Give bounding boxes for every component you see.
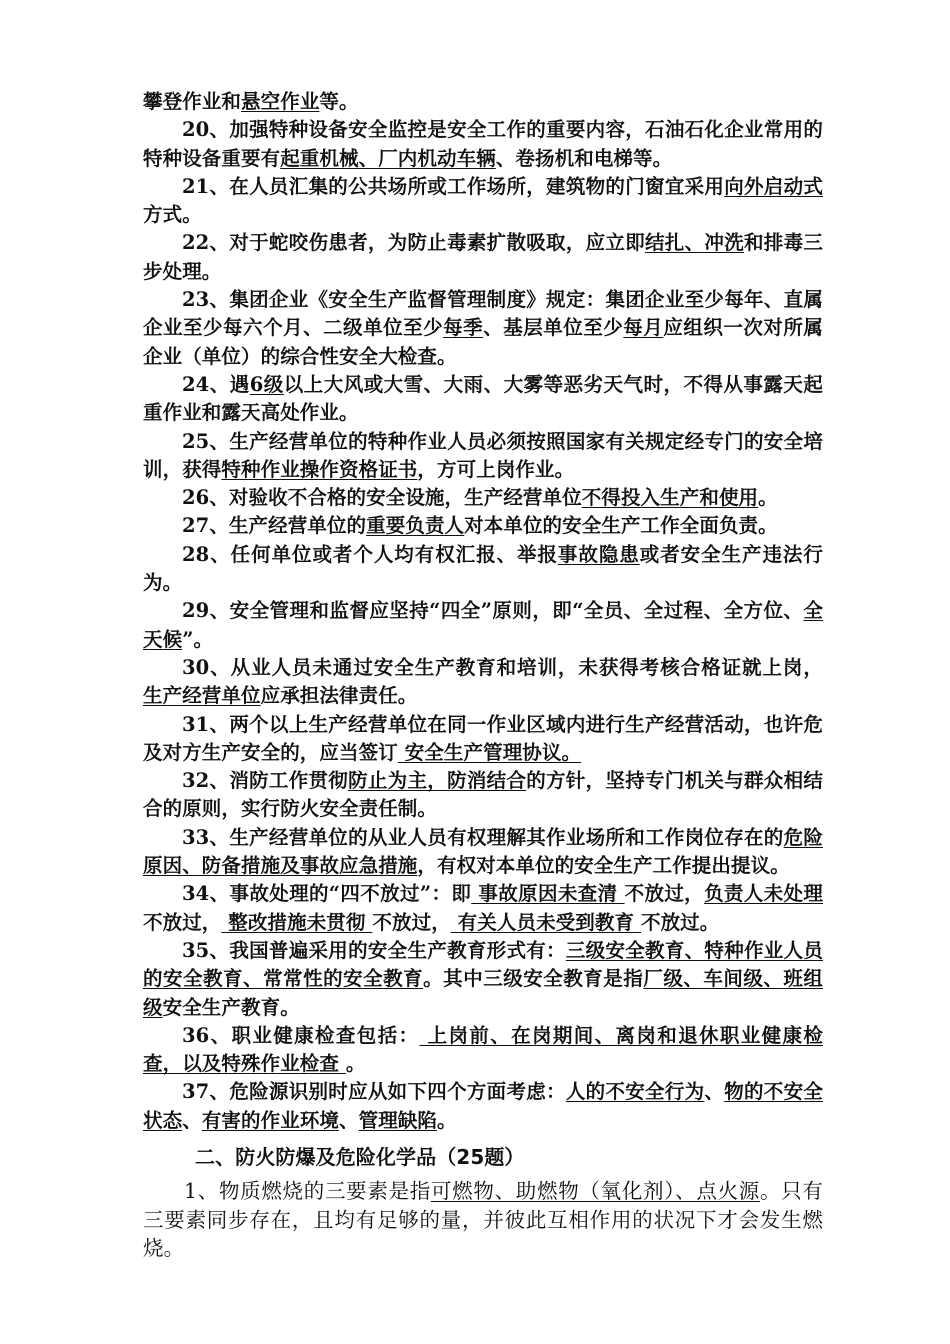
question-text: ”。 (182, 627, 214, 651)
question-text: 31、两个以上生产经营单位在同一作业区域内进行生产经营活动，也许危及对方生产安全的，应当签订 (143, 712, 823, 764)
answer-blank: 危险原因、防备措施及事故应急措施 (143, 825, 823, 878)
answer-blank: 人的不安全行为 (565, 1080, 705, 1104)
question-text: 37、危险源识别时应从如下四个方面考虑： (182, 1080, 566, 1104)
answer-blank: 整改措施未贯彻 (221, 910, 373, 934)
question-text: 35、我国普遍采用的安全生产教育形式有： (182, 938, 566, 962)
question-text: 、卷扬机和电梯等。 (495, 146, 673, 170)
question-item (143, 1078, 823, 1135)
question-item (143, 824, 823, 881)
answer-blank: 每季 (443, 316, 484, 340)
answer-blank: 上岗前、在岗期间、离岗和退休职业健康检查，以及特殊作业检查 (143, 1023, 823, 1076)
question-text: 应组织一次对所属企业（单位）的综合性安全大检查。 (143, 316, 823, 368)
question-text: 或者安全生产违法行为。 (143, 542, 823, 595)
question-text: 。 (758, 486, 778, 510)
question-text: 、 (182, 1108, 202, 1132)
question-item (143, 937, 823, 1022)
question-text: 对本单位的安全生产工作全面负责。 (464, 514, 778, 538)
question-text: 。其中三级安全教育是指 (423, 967, 644, 991)
answer-blank: 特种作业操作资格证书 (221, 457, 418, 481)
question-text: 32、消防工作贯彻 (182, 769, 349, 793)
answer-blank: 生产经营单位 (143, 684, 261, 708)
section-1-items (143, 88, 823, 1135)
answer-blank: 悬空作业 (241, 90, 320, 113)
question-text: 不放过， (143, 910, 222, 934)
question-item (143, 1177, 823, 1263)
question-text: ，方可上岗作业。 (417, 457, 575, 481)
answer-blank: 厂级、车间级、班组级 (143, 967, 824, 1019)
question-item (143, 711, 823, 768)
answer-blank: 负责人未处理 (704, 882, 824, 906)
question-text: 23、集团企业《安全生产监督管理制度》规定：集团企业至少每年、直属企业至少每六个月、二级单位至少 (143, 288, 823, 340)
question-text: 以上大风或大雪、大雨、大雾等恶劣天气时，不得从事露天起重作业和露天高处作业。 (143, 372, 823, 425)
question-text: 应承担法律责任。 (260, 684, 418, 708)
question-text: 25、生产经营单位的特种作业人员必须按照国家有关规定经专门的安全培训，获得 (143, 429, 823, 481)
question-text: 。只有三要素同步存在，且均有足够的量，并彼此互相作用的状况下才会发生燃烧。 (143, 1179, 823, 1261)
question-text: 攀登作业和 (143, 90, 242, 113)
answer-blank: 不得投入生产和使用 (581, 486, 759, 510)
question-text: 的方针，坚持专门机关与群众相结合的原则，实行防火安全责任制。 (143, 769, 823, 821)
question-item (143, 767, 823, 824)
question-text: 不放过。 (640, 910, 720, 934)
section-2-heading: 二、防火防爆及危险化学品（25题） (195, 1144, 525, 1169)
question-item (143, 116, 823, 173)
question-text: 30、从业人员未通过安全生产教育和培训，未获得考核合格证就上岗， (182, 655, 823, 679)
answer-blank: 重要负责人 (366, 514, 465, 538)
question-item (143, 597, 823, 654)
question-text: 、基层单位至少 (483, 316, 624, 340)
question-text: 26、对验收不合格的安全设施，生产经营单位 (182, 486, 582, 510)
question-item (143, 286, 823, 371)
question-text: ，有权对本单位的安全生产工作提出提议。 (417, 854, 790, 878)
question-text: 等。 (319, 90, 359, 113)
answer-blank: 起重机械、厂内机动车辆 (280, 146, 496, 170)
question-item (143, 654, 823, 711)
question-item (143, 484, 823, 512)
question-item (143, 1022, 823, 1079)
document-page (143, 88, 823, 1263)
question-text: 不放过， (624, 882, 705, 906)
question-text: 24、遇 (182, 372, 250, 396)
question-text: 34、事故处理的“四不放过”：即 (182, 882, 472, 906)
question-text: 33、生产经营单位的从业人员有权理解其作业场所和工作岗位存在的 (182, 825, 784, 849)
question-text: 和排毒三步处理。 (143, 231, 823, 283)
question-text: 、 (339, 1108, 359, 1132)
question-item (143, 880, 823, 937)
answer-blank: 每月 (623, 316, 664, 340)
question-text: 21、在人员汇集的公共场所或工作场所，建筑物的门窗宜采用 (182, 174, 725, 198)
question-text: 。 (437, 1108, 457, 1132)
answer-blank: 防止为主，防消结合 (348, 769, 527, 793)
answer-blank: 有害的作业环境 (201, 1108, 340, 1132)
question-text: 安全生产教育。 (162, 995, 300, 1019)
question-text: 、 (704, 1080, 725, 1104)
answer-blank: 结扎、冲洗 (645, 231, 744, 255)
question-text: 29、安全管理和监督应坚持“四全”原则，即“全员、全过程、全方位、 (182, 599, 804, 623)
question-text: 27、生产经营单位的 (182, 514, 367, 538)
question-text: 不放过， (372, 910, 451, 934)
answer-blank: 三级安全教育、特种作业人员的安全教育、常常性的安全教育 (143, 938, 823, 991)
question-text: 。 (345, 1052, 366, 1076)
question-item (143, 428, 823, 485)
answer-blank: 6级 (249, 372, 284, 396)
answer-blank: 可燃物、助燃物（氧化剂）、点火源 (430, 1179, 760, 1204)
question-item (143, 88, 823, 116)
section-2-items (143, 1177, 823, 1263)
answer-blank: 安全生产管理协议。 (397, 740, 582, 764)
question-text: 20、加强特种设备安全监控是安全工作的重要内容，石油石化企业常用的特种设备重要有 (143, 118, 823, 170)
question-item (143, 541, 823, 598)
answer-blank: 事故原因未查清 (471, 882, 625, 906)
answer-blank: 事故隐患 (557, 542, 640, 566)
answer-blank: 物的不安全状态 (143, 1080, 823, 1132)
answer-blank: 向外启动式 (724, 174, 823, 198)
question-item (143, 173, 823, 230)
question-text: 36、职业健康检查包括： (182, 1023, 420, 1047)
question-item (143, 371, 823, 428)
answer-blank: 全天候 (143, 599, 823, 651)
answer-blank: 管理缺陷 (358, 1108, 438, 1132)
question-text: 1、物质燃烧的三要素是指 (184, 1179, 431, 1204)
question-item (143, 229, 823, 286)
answer-blank: 有关人员未受到教育 (450, 910, 641, 934)
question-text: 28、任何单位或者个人均有权汇报、举报 (182, 542, 558, 566)
question-item (143, 512, 823, 540)
question-text: 22、对于蛇咬伤患者，为防止毒素扩散吸取，应立即 (182, 231, 646, 255)
question-text: 方式。 (143, 203, 202, 227)
